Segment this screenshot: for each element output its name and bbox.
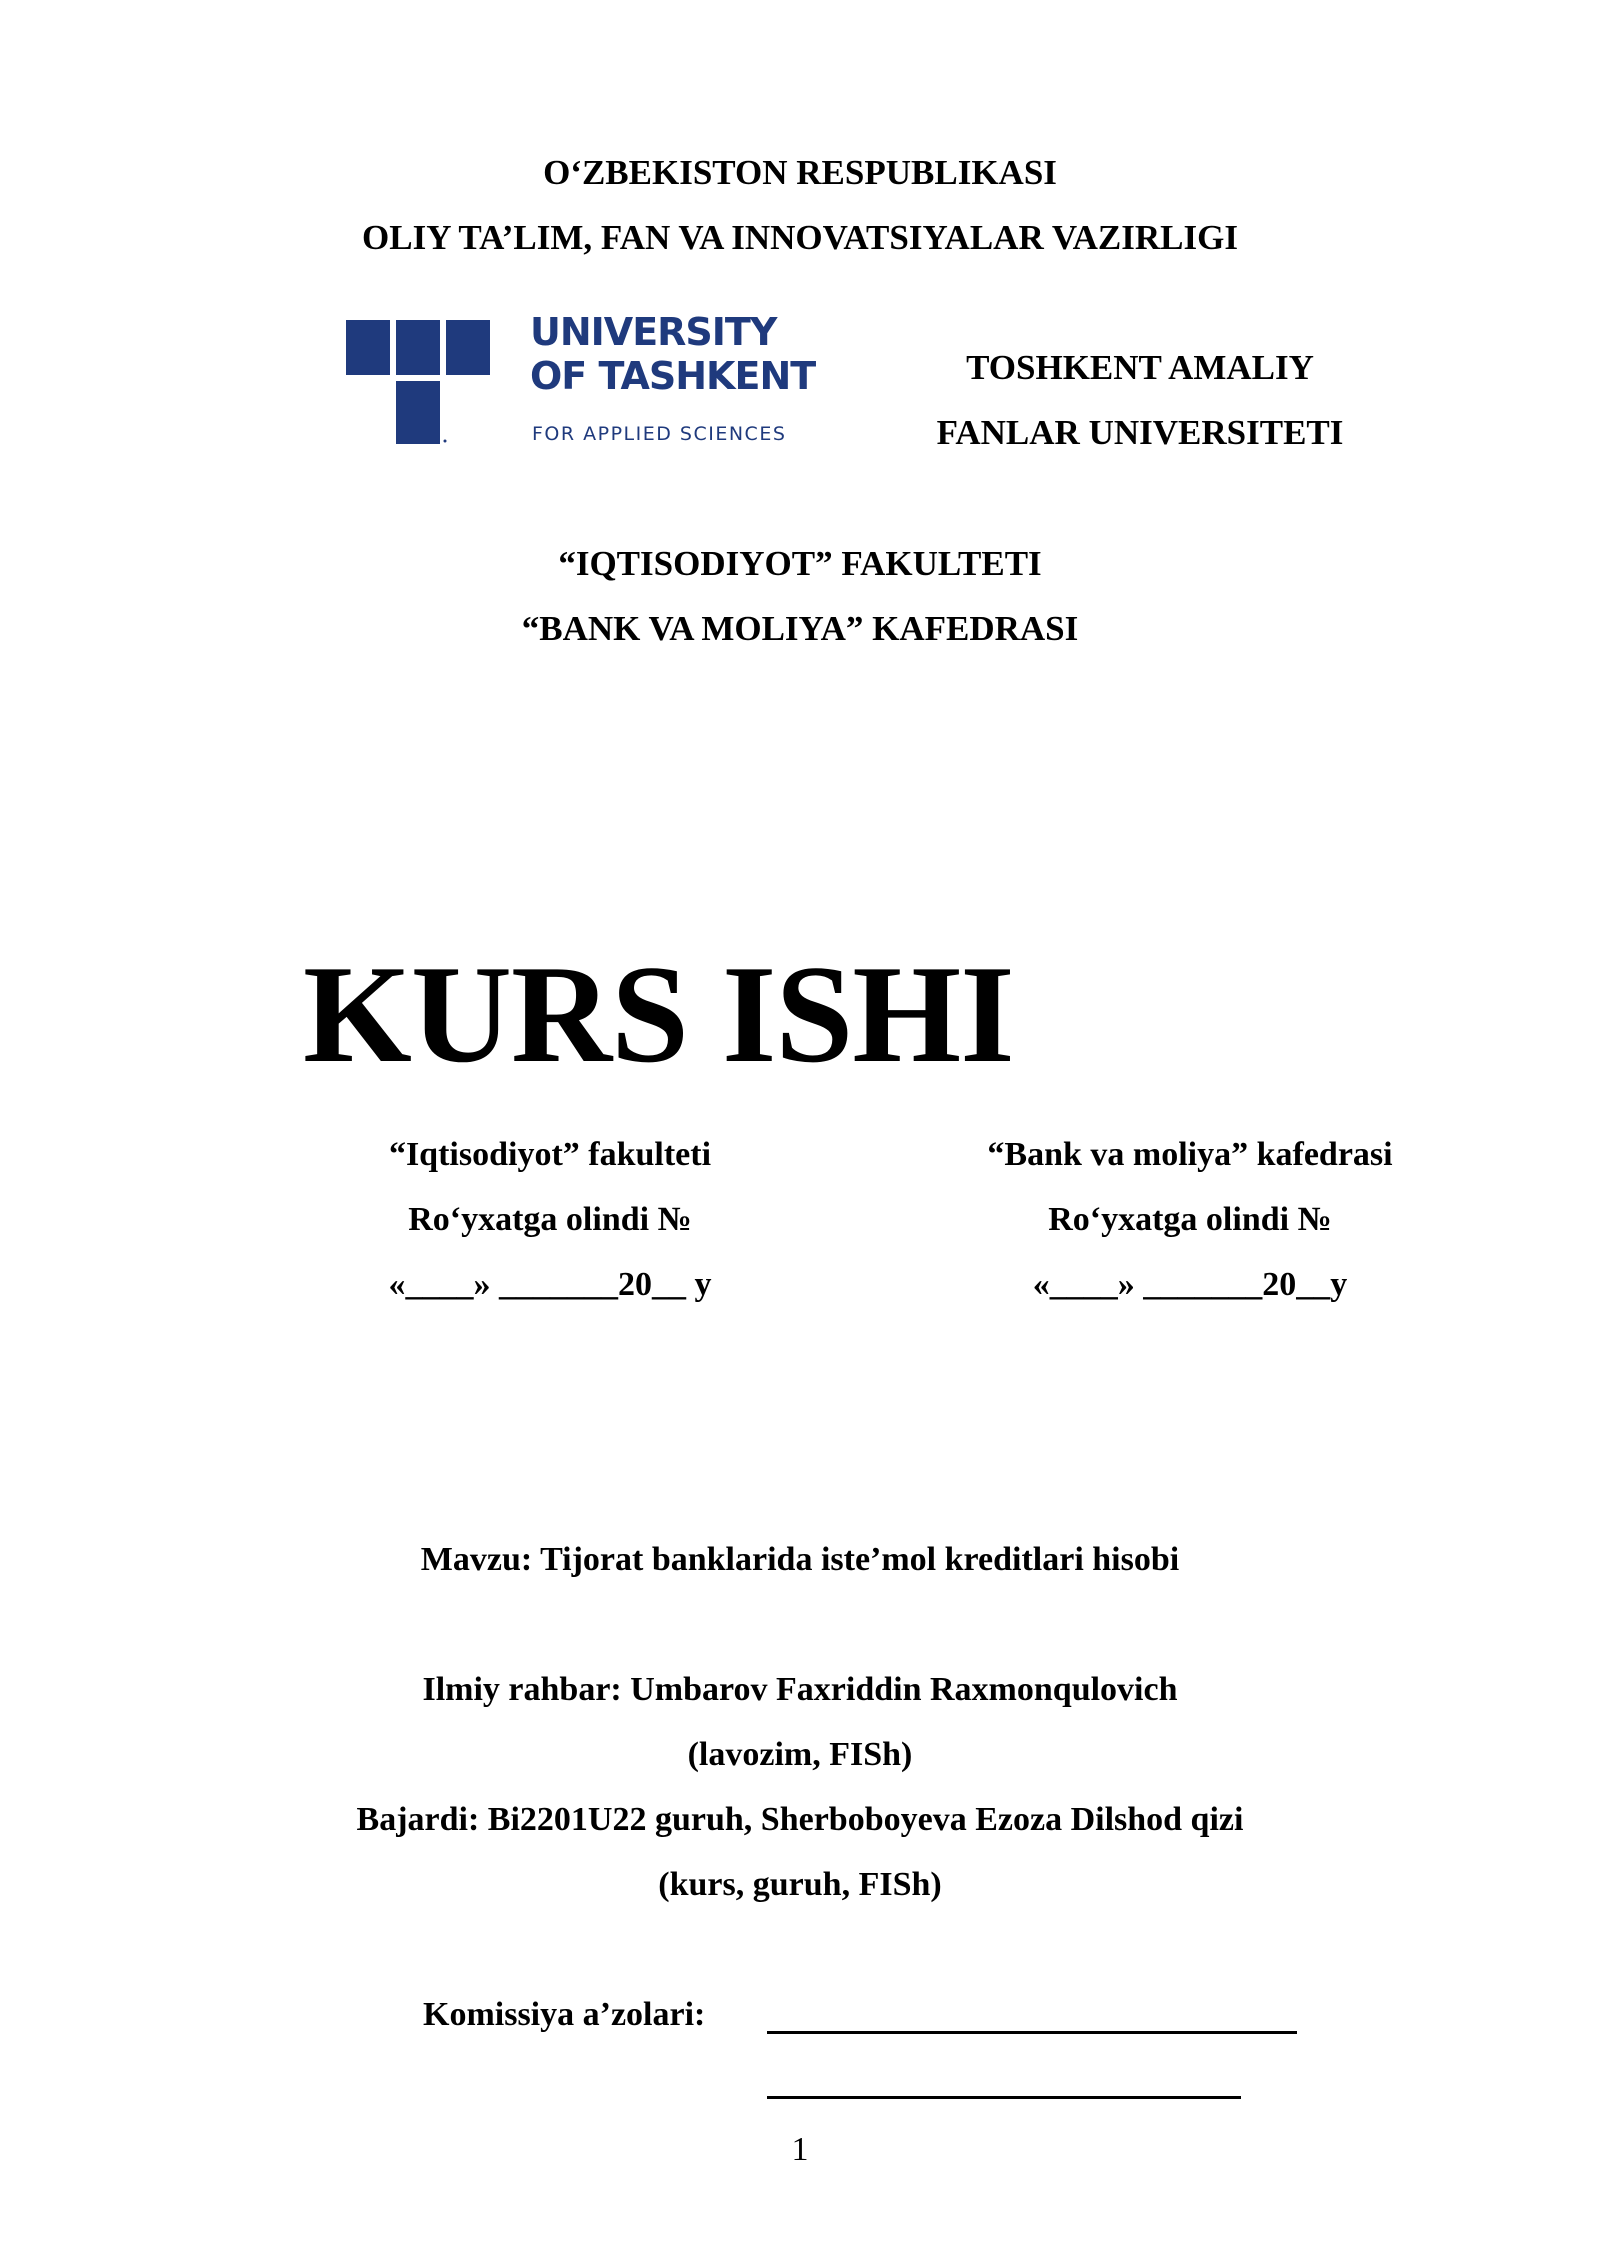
commission-signature-line-2: [767, 2096, 1241, 2099]
registration-left-date: «____» _______20__ y: [388, 1266, 712, 1303]
document-title: KURS ISHI: [303, 937, 1014, 1092]
university-logo-icon: [346, 320, 490, 446]
logo-text-of-tashkent: OF TASHKENT: [530, 354, 816, 398]
registration-right-department: “Bank va moliya” kafedrasi: [987, 1136, 1393, 1173]
ministry-header-line2: OLIY TA’LIM, FAN VA INNOVATSIYALAR VAZIRLIGI: [362, 218, 1238, 257]
university-name-line2: FANLAR UNIVERSITETI: [936, 413, 1344, 452]
author-note: (kurs, guruh, FISh): [658, 1866, 942, 1903]
ministry-header-line1: O‘ZBEKISTON RESPUBLIKASI: [543, 153, 1057, 192]
university-logo-mark: [346, 320, 490, 446]
university-name-line1: TOSHKENT AMALIY: [966, 348, 1314, 387]
registration-right-date: «____» _______20__y: [1032, 1266, 1348, 1303]
topic: Mavzu: Tijorat banklarida iste’mol kreditlari hisobi: [420, 1541, 1180, 1578]
registration-left-registered: Ro‘yxatga olindi №: [408, 1201, 692, 1238]
author-name: Bajardi: Bi2201U22 guruh, Sherboboyeva Ezoza Dilshod qizi: [356, 1801, 1244, 1838]
registration-right-registered: Ro‘yxatga olindi №: [1048, 1201, 1332, 1238]
department-name: “BANK VA MOLIYA” KAFEDRASI: [521, 609, 1079, 648]
commission-label: Komissiya a’zolari:: [423, 1996, 706, 2033]
supervisor-note: (lavozim, FISh): [687, 1736, 913, 1773]
commission-signature-line-1: [767, 2031, 1297, 2034]
registration-left-faculty: “Iqtisodiyot” fakulteti: [388, 1136, 712, 1173]
faculty-name: “IQTISODIYOT” FAKULTETI: [558, 544, 1042, 583]
supervisor-name: Ilmiy rahbar: Umbarov Faxriddin Raxmonqulovich: [422, 1671, 1178, 1708]
logo-text-university: UNIVERSITY: [530, 310, 777, 354]
logo-text-applied-sciences: FOR APPLIED SCIENCES: [532, 423, 787, 445]
page-number: 1: [791, 2131, 809, 2168]
